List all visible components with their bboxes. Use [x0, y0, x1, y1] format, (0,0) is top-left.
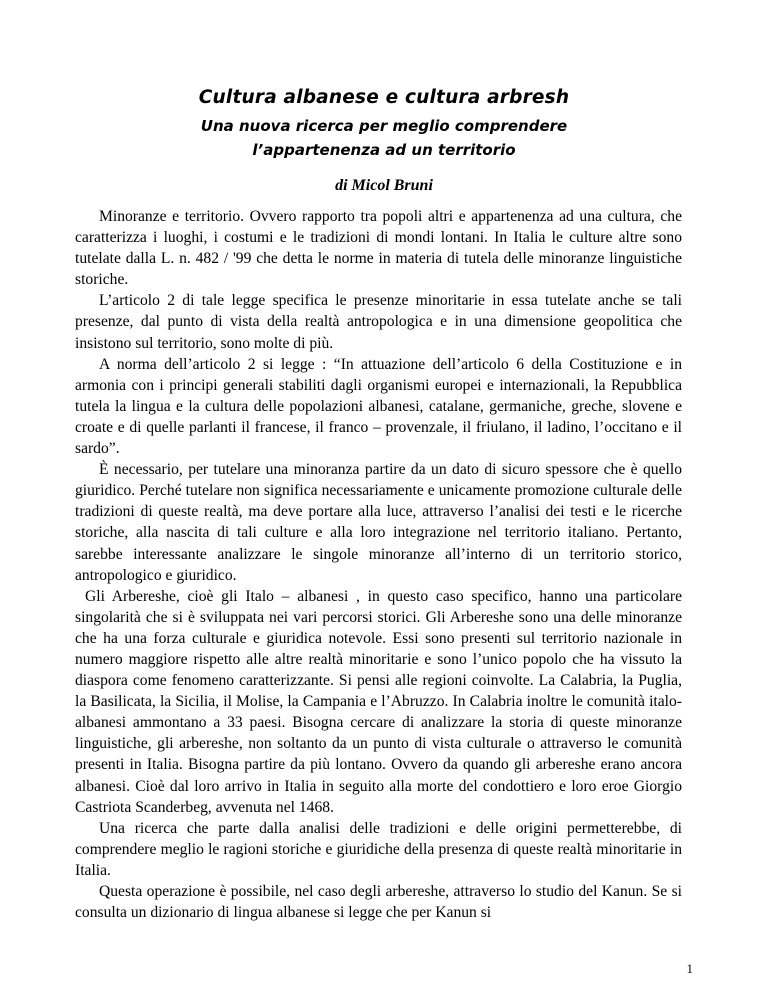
author-byline: di Micol Bruni: [335, 177, 433, 194]
paragraph: Minoranze e territorio. Ovvero rapporto tra popoli altri e appartenenza ad una cultura, che caratterizza i luoghi, i costumi e le tradizioni di mondi lontani. In Italia le culture altre sono tutelate dalla L. n. 482 / '99 che detta le norme in materia di tutela delle minoranze linguistiche storiche.: [75, 208, 682, 289]
article-body: [75, 206, 682, 923]
paragraph: È necessario, per tutelare una minoranza partire da un dato di sicuro spessore che è quello giuridico. Perché tutelare non significa necessariamente e unicamente promozione culturale delle tradizioni di queste realtà, ma deve portare alla luce, attraverso l’analisi dei testi e le ricerche storiche, alla nascita di tali culture e alla loro integrazione nel territorio italiano. Pertanto, sarebbe interessante analizzare le singole minoranze all’interno di un territorio storico, antropologico e giuridico.: [75, 461, 682, 584]
paragraph: L’articolo 2 di tale legge specifica le presenze minoritarie in essa tutelate anche se tali presenze, dal punto di vista della realtà antropologica e in una dimensione geopolitica che insistono sul territorio, sono molte di più.: [75, 292, 682, 352]
paragraph: Questa operazione è possibile, nel caso degli arbereshe, attraverso lo studio del Kanun. Se si consulta un dizionario di lingua albanese si legge che per Kanun si: [75, 883, 682, 922]
paragraph: Una ricerca che parte dalla analisi delle tradizioni e delle origini permetterebbe, di comprendere meglio le ragioni storiche e giuridiche della presenza di queste realtà minoritarie in Italia.: [75, 819, 682, 879]
subtitle-line-2: l’appartenenza ad un territorio: [252, 141, 516, 159]
subtitle-line-1: Una nuova ricerca per meglio comprendere: [200, 117, 568, 135]
document-subtitle: [0, 114, 768, 162]
page-number: 1: [686, 961, 693, 976]
paragraph: A norma dell’articolo 2 si legge : “In attuazione dell’articolo 6 della Costituzione e in armonia con i principi generali stabiliti dagli organismi europei e internazionali, la Repubblica tutela la lingua e la cultura delle popolazioni albanesi, catalane, germaniche, greche, slovene e croate e di quelle parlanti il francese, il franco – provenzale, il friulano, il ladino, l’occitano e il sardo”.: [75, 355, 682, 458]
document-title: Cultura albanese e cultura arbresh: [198, 87, 570, 108]
paragraph: Gli Arbereshe, cioè gli Italo – albanesi , in questo caso specifico, hanno una particolare singolarità che si è sviluppata nei vari percorsi storici. Gli Arbereshe sono una delle minoranze che ha una forza culturale e giuridica notevole. Essi sono presenti sul territorio nazionale in numero maggiore rispetto alle altre realtà minoritarie e sono l’unico popolo che ha vissuto la diaspora come fenomeno caratterizzante. Si pensi alle regioni coinvolte. La Calabria, la Puglia, la Basilicata, la Sicilia, il Molise, la Campania e l’Abruzzo. In Calabria inoltre le comunità italo-albanesi ammontano a 33 paesi. Bisogna cercare di analizzare la storia di queste minoranze linguistiche, gli arbereshe, non soltanto da un punto di vista culturale o attraverso le comunità presenti in Italia. Bisogna partire da più lontano. Ovvero da quando gli arbereshe erano ancora albanesi. Cioè dal loro arrivo in Italia in seguito alla morte del condottiero e loro eroe Giorgio Castriota Scanderbeg, avvenuta nel 1468.: [75, 587, 682, 816]
